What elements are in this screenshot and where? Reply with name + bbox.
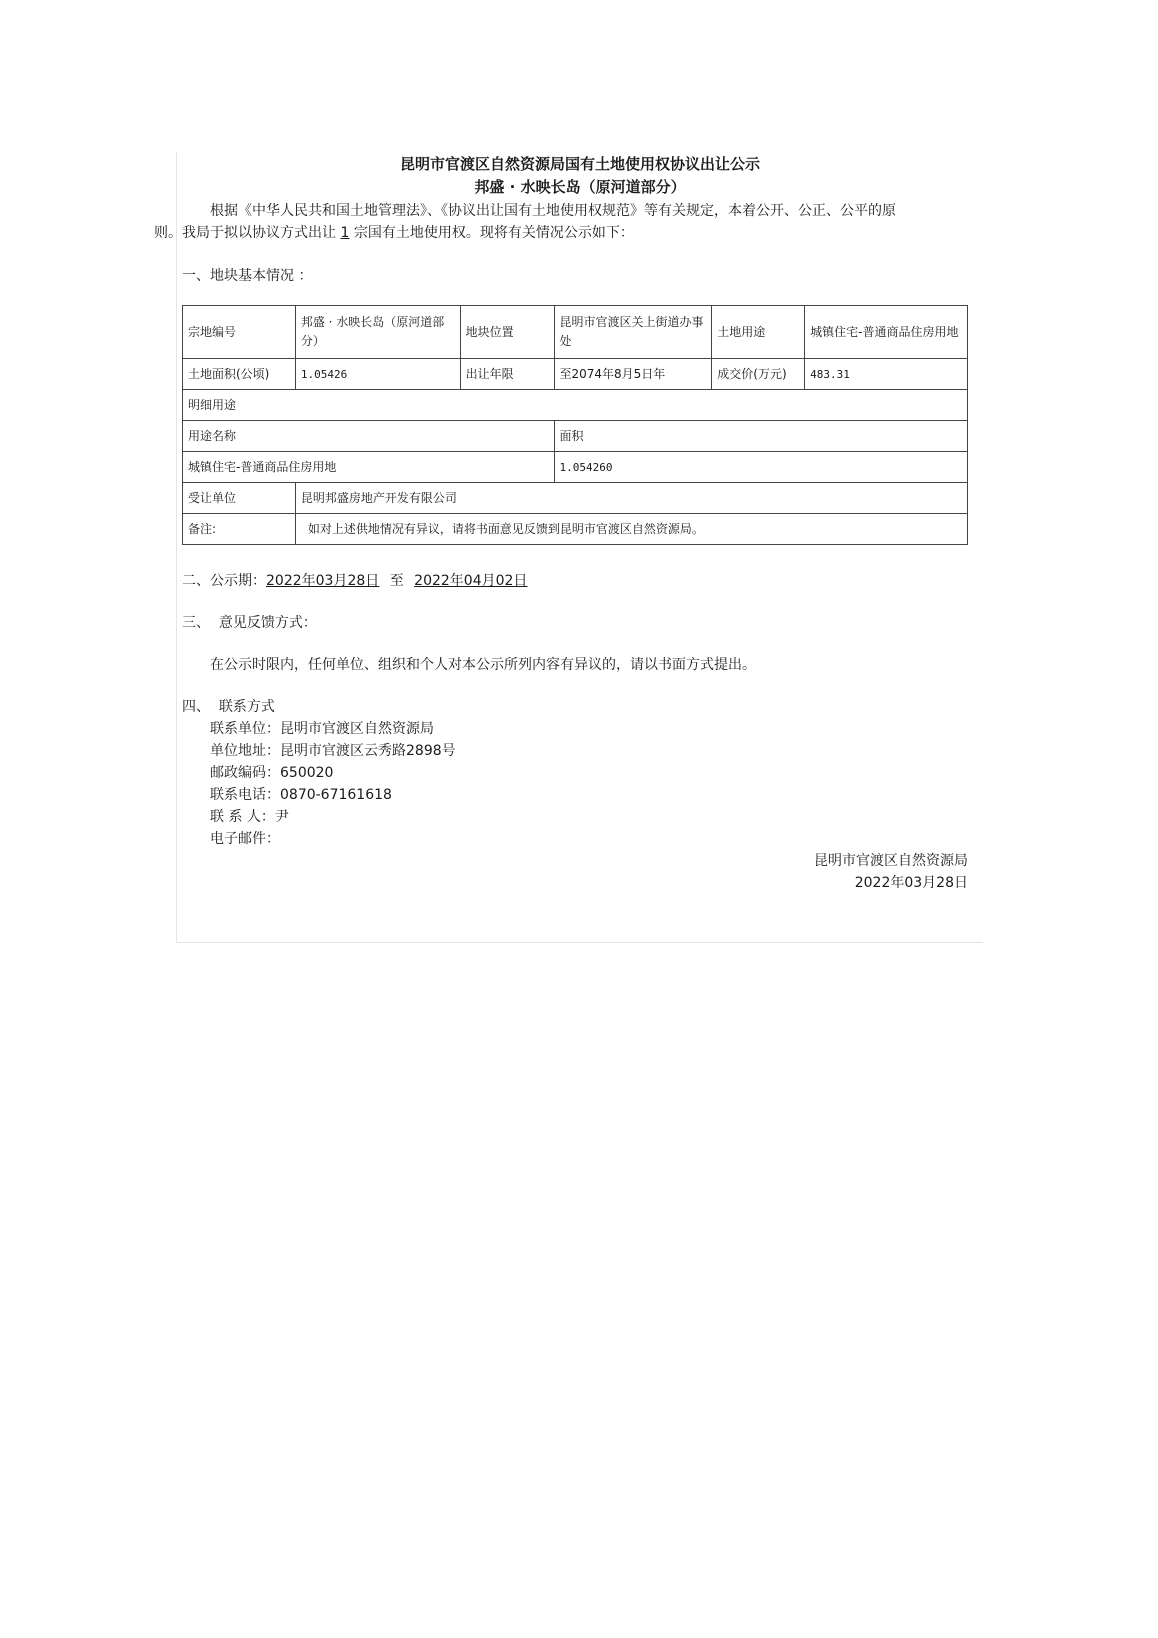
table-row: [183, 359, 968, 390]
contact-person: 联 系 人：尹: [210, 809, 289, 825]
assignee-value: 昆明邦盛房地产开发有限公司: [295, 483, 967, 514]
publicity-to: 至: [389, 573, 404, 589]
detail-name-header: 用途名称: [183, 421, 555, 452]
contact-phone: 联系电话：0870-67161618: [210, 787, 392, 803]
parcel-count: 1: [340, 225, 350, 241]
publicity-start-date: 2022年03月28日: [266, 573, 380, 589]
assignee-label: 受让单位: [183, 483, 296, 514]
use-value: 城镇住宅-普通商品住房用地: [805, 306, 968, 359]
table-row: [183, 306, 968, 359]
section3-heading: 三、 意见反馈方式：: [182, 615, 317, 631]
land-info-table: [182, 305, 968, 545]
intro-line2-post: 宗国有土地使用权。现将有关情况公示如下：: [349, 225, 634, 241]
detail-area-header: 面积: [554, 421, 968, 452]
publicity-end-date: 2022年04月02日: [414, 573, 528, 589]
term-label: 出让年限: [460, 359, 554, 390]
table-row: [183, 514, 968, 545]
detail-name-value: 城镇住宅-普通商品住房用地: [183, 452, 555, 483]
contact-postcode: 邮政编码：650020: [210, 765, 334, 781]
contact-address: 单位地址：昆明市官渡区云秀路2898号: [210, 743, 456, 759]
intro-line1: 根据《中华人民共和国土地管理法》、《协议出让国有土地使用权规范》等有关规定，本着公开、公正、公平的原: [210, 203, 896, 219]
location-label: 地块位置: [460, 306, 554, 359]
use-label: 土地用途: [712, 306, 805, 359]
contact-unit: 联系单位：昆明市官渡区自然资源局: [210, 721, 434, 737]
term-value: 至2074年8月5日年: [554, 359, 712, 390]
detail-label: 明细用途: [183, 390, 968, 421]
intro-paragraph: [154, 200, 962, 244]
signature-org: 昆明市官渡区自然资源局: [814, 853, 968, 869]
remark-value: 如对上述供地情况有异议，请将书面意见反馈到昆明市官渡区自然资源局。: [295, 514, 967, 545]
table-row: [183, 483, 968, 514]
table-row: [183, 390, 968, 421]
section3-body: 在公示时限内，任何单位、组织和个人对本公示所列内容有异议的，请以书面方式提出。: [210, 657, 756, 673]
section1-heading: 一、地块基本情况 ：: [182, 268, 313, 284]
table-row: [183, 452, 968, 483]
parcel-no-value: 邦盛 · 水映长岛（原河道部分）: [295, 306, 460, 359]
page-subtitle: 邦盛 · 水映长岛（原河道部分）: [474, 178, 686, 196]
section4-heading: 四、 联系方式: [182, 699, 275, 715]
parcel-no-label: 宗地编号: [183, 306, 296, 359]
price-value: 483.31: [805, 359, 968, 390]
section2-publicity-period: [182, 570, 962, 592]
contact-email: 电子邮件：: [210, 831, 280, 847]
price-label: 成交价(万元): [712, 359, 805, 390]
area-value: 1.05426: [295, 359, 460, 390]
intro-line2-pre: 则。我局于拟以协议方式出让: [154, 225, 341, 241]
page-title: 昆明市官渡区自然资源局国有土地使用权协议出让公示: [399, 155, 760, 173]
remark-label: 备注:: [183, 514, 296, 545]
table-row: [183, 421, 968, 452]
publicity-prefix: 二、公示期：: [182, 573, 266, 589]
area-label: 土地面积(公顷): [183, 359, 296, 390]
detail-area-value: 1.054260: [554, 452, 968, 483]
location-value: 昆明市官渡区关上街道办事处: [554, 306, 712, 359]
signature-date: 2022年03月28日: [854, 875, 968, 891]
